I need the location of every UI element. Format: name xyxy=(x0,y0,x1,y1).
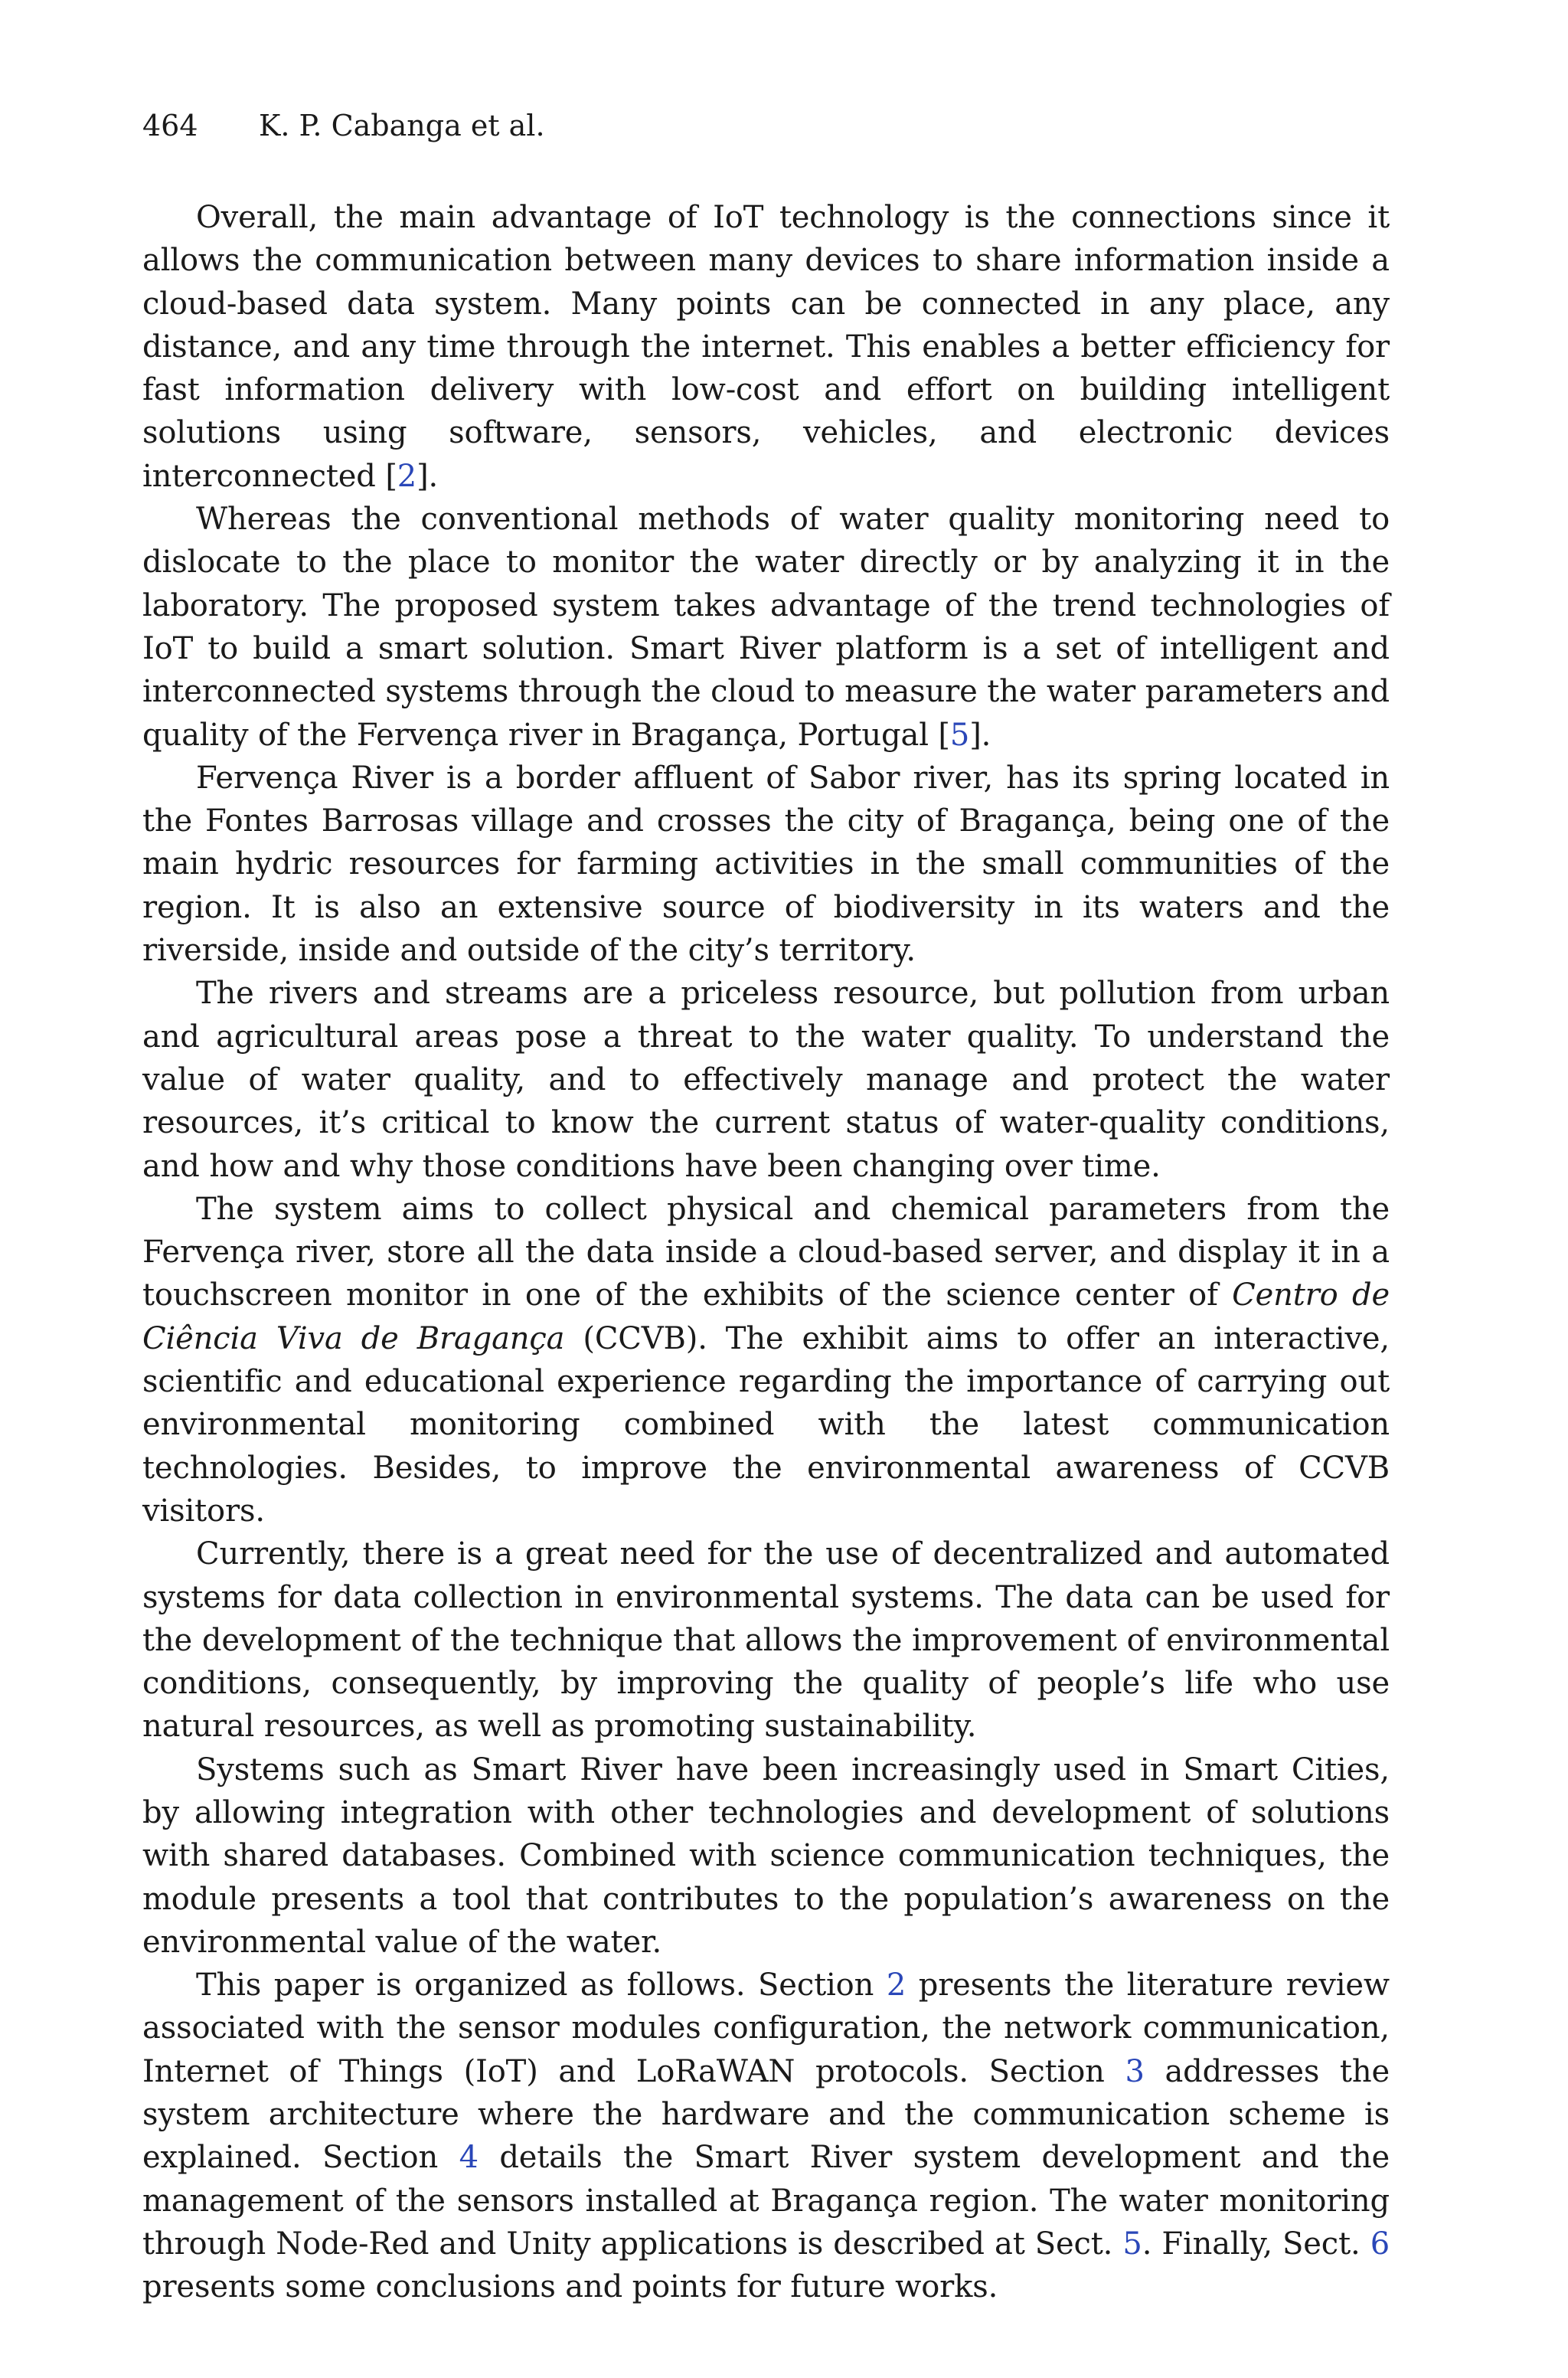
paragraph-text: presents the literature review associated with the sensor modules configuration, the network communication, Internet of Things (IoT) and LoRaWAN protocols. Section xyxy=(142,1967,1390,2089)
running-head-authors: K. P. Cabanga et al. xyxy=(259,109,545,142)
paragraph-smart-cities: Systems such as Smart River have been increasingly used in Smart Cities, by allowing integration with other technologies and development of solutions with shared databases. Combined with science communication techniques, the module presents a tool that contributes to the population’s awareness on the environmental value of the water. xyxy=(142,1752,1390,1960)
paragraph-text: ]. xyxy=(969,717,991,753)
paragraph-fervenca-river: Fervença River is a border affluent of Sabor river, has its spring located in the Fontes Barrosas village and crosses the city of Bragança, being one of the main hydric resources for farming activities in the small communities of the region. It is also an extensive source of biodiversity in its waters and the riverside, inside and outside of the city’s territory. xyxy=(142,760,1390,969)
paragraph-decentralized-systems: Currently, there is a great need for the use of decentralized and automated systems for data collection in environmental systems. The data can be used for the development of the technique that allows the improvement of environmental conditions, consequently, by improving the quality of people’s life who use natural resources, as well as promoting sustainability. xyxy=(142,1536,1390,1745)
body-text xyxy=(142,196,1390,2309)
paragraph-organization xyxy=(142,1964,1390,2308)
paragraph-conventional-methods xyxy=(142,498,1390,757)
paragraph-rivers-streams: The rivers and streams are a priceless resource, but pollution from urban and agricultural areas pose a threat to the water quality. To understand the value of water quality, and to effectively manage and protect the water resources, it’s critical to know the current status of water-quality conditions, and how and why those conditions have been changing over time. xyxy=(142,976,1390,1184)
paragraph-text: . Finally, Sect. xyxy=(1142,2226,1370,2262)
paragraph-text: Whereas the conventional methods of water quality monitoring need to dislocate to the place to monitor the water directly or by analyzing it in the laboratory. The proposed system takes advantage of the trend technologies of IoT to build a smart solution. Smart River platform is a set of intelligent and interconnected systems through the cloud to measure the water parameters and quality of the Fervença river in Bragança, Portugal [ xyxy=(142,502,1390,753)
paragraph-text: The system aims to collect physical and chemical parameters from the Fervença river, store all the data inside a cloud-based server, and display it in a touchscreen monitor in one of the exhibits of the science center of xyxy=(142,1191,1390,1313)
paragraph-text: Overall, the main advantage of IoT technology is the connections since it allows the communication between many devices to share information inside a cloud-based data system. Many points can be connected in any place, any distance, and any time through the internet. This enables a better efficiency for fast information delivery with low-cost and effort on building intelligent solutions using software, sensors, vehicles, and electronic devices interconnected [ xyxy=(142,200,1390,494)
running-head xyxy=(142,104,545,147)
paragraph-system-aims xyxy=(142,1188,1390,1532)
page-number: 464 xyxy=(142,109,198,142)
section-link[interactable]: 6 xyxy=(1370,2226,1390,2262)
paragraph-text: This paper is organized as follows. Section xyxy=(196,1967,887,2003)
science-center-name: Centro de Ciência Viva de Bragança xyxy=(142,1277,1390,1356)
paragraph-text: presents some conclusions and points for future works. xyxy=(142,2269,998,2305)
paragraph-text: addresses the system architecture where the hardware and the communication scheme is explained. Section xyxy=(142,2053,1390,2176)
section-link[interactable]: 4 xyxy=(459,2140,479,2176)
citation-link[interactable]: 2 xyxy=(397,458,417,494)
section-link[interactable]: 3 xyxy=(1125,2053,1145,2089)
paragraph-iot-advantage xyxy=(142,196,1390,498)
section-link[interactable]: 2 xyxy=(886,1967,906,2003)
paragraph-text: ]. xyxy=(416,458,439,494)
citation-link[interactable]: 5 xyxy=(949,717,970,753)
section-link[interactable]: 5 xyxy=(1122,2226,1142,2262)
paragraph-text: (CCVB). The exhibit aims to offer an interactive, scientific and educational experience regarding the importance of carrying out environmental monitoring combined with the latest communication technologies. Besides, to improve the environmental awareness of CCVB visitors. xyxy=(142,1320,1390,1529)
paragraph-text: details the Smart River system development and the management of the sensors installed at Bragança region. The water monitoring through Node-Red and Unity applications is described at Sect. xyxy=(142,2140,1390,2262)
